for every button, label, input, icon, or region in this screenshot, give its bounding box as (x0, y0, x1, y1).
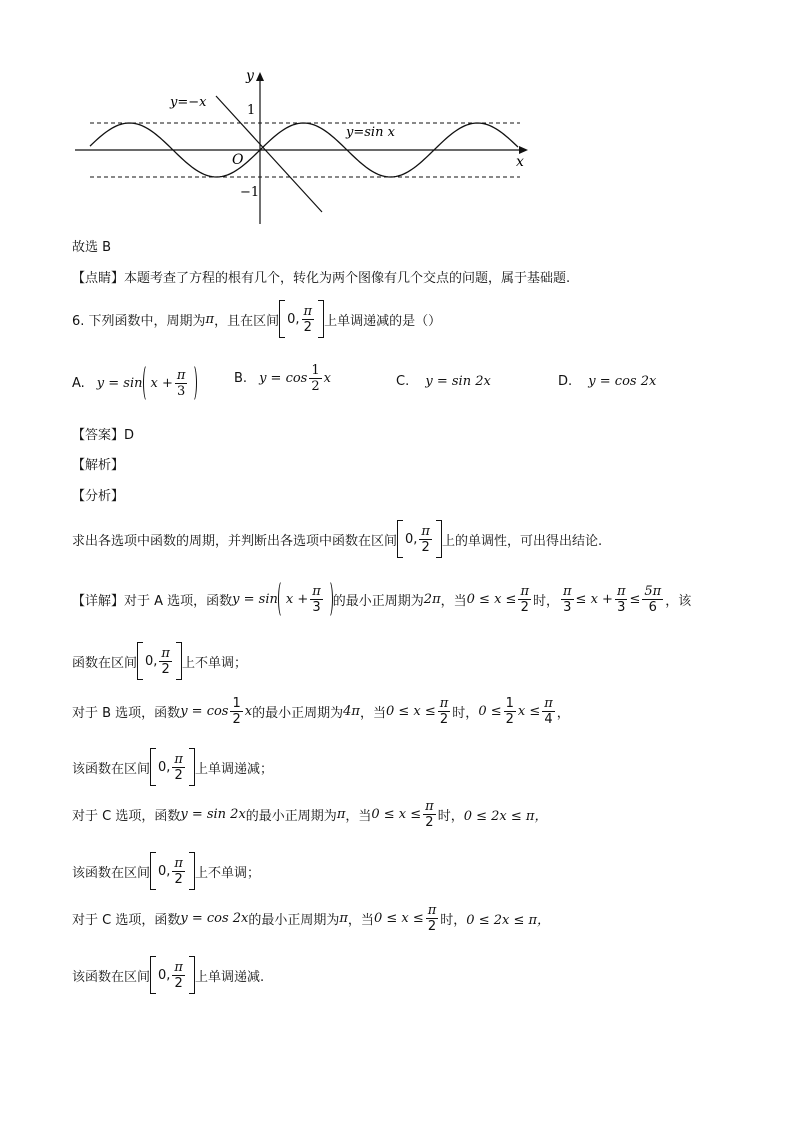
detail-b-line2: 该函数在区间 0, $\frac{\pi}{2}$ 上单调递减； (72, 748, 273, 786)
sine-graph-figure (70, 62, 540, 232)
choose-line: 故选 B (72, 240, 112, 255)
question-interval: 0, $\frac{\pi}{2}$ (279, 300, 324, 338)
tick-label-one: 1 (247, 103, 256, 118)
question-6 (72, 300, 441, 338)
analysis-head: 【解析】 (72, 458, 125, 473)
comment-line: 【点睛】本题考查了方程的根有几个，转化为两个图像有几个交点的问题，属于基础题. (72, 271, 571, 286)
y-axis-label: y (246, 68, 254, 84)
detail-a-line: 【详解】对于 A 选项，函数 y = sin x + $\frac{\pi}{3}$ 的最小正周期为 2π ，当 0 ≤ x ≤ $\frac{\pi}{2}$ 时， $\frac{\pi}{3}$ ≤ x + $\frac{\pi}{3}$ ≤ $\frac{5\pi}{6}$ ，该 (72, 580, 691, 618)
answer-line: 【答案】D (72, 428, 135, 443)
origin-label: O (232, 152, 244, 168)
fenxi-line: 求出各选项中函数的周期，并判断出各选项中函数在区间 0, $\frac{\pi}{2}$ 上的单调性，可出得出结论. (72, 520, 602, 558)
option-b: B. y = cos $\frac{1}{2}$ x (234, 363, 331, 394)
option-d: D. y = cos 2x (558, 374, 657, 389)
tick-label-neg-one: −1 (240, 185, 260, 200)
y-axis-arrow (256, 72, 264, 81)
fenxi-head: 【分析】 (72, 489, 125, 504)
line-label: y=−x (170, 95, 207, 110)
detail-c-line2: 该函数在区间 0, $\frac{\pi}{2}$ 上不单调； (72, 852, 260, 890)
question-text-a: 6. 下列函数中，周期为 (72, 313, 206, 329)
x-axis-label: x (516, 154, 524, 170)
curve-label: y=sin x (346, 125, 395, 140)
detail-d-line: 对于 C 选项，函数 y = cos 2x 的最小正周期为 π ，当 0 ≤ x ≤ $\frac{\pi}{2}$ 时， 0 ≤ 2x ≤ π， (72, 903, 551, 934)
question-text-c: 上单调递减的是（） (324, 313, 442, 329)
detail-b-line: 对于 B 选项，函数 y = cos $\frac{1}{2}$ x 的最小正周期为 4π ，当 0 ≤ x ≤ $\frac{\pi}{2}$ 时， 0 ≤ $\frac{1}{2}$ x ≤ $\frac{\pi}{4}$ ， (72, 696, 570, 727)
question-pi: π (205, 311, 215, 327)
x-axis-arrow (519, 146, 528, 154)
detail-d-line2: 该函数在区间 0, $\frac{\pi}{2}$ 上单调递减. (72, 956, 264, 994)
option-a: A. y = sin x + $\frac{\pi}{3}$ (72, 364, 197, 402)
option-c: C. y = sin 2x (396, 374, 491, 389)
question-text-b: ，且在区间 (214, 313, 280, 329)
detail-a-line2: 函数在区间 0, $\frac{\pi}{2}$ 上不单调； (72, 642, 247, 680)
detail-c-line: 对于 C 选项，函数 y = sin 2x 的最小正周期为 π ，当 0 ≤ x ≤ $\frac{\pi}{2}$ 时， 0 ≤ 2x ≤ π， (72, 799, 548, 830)
